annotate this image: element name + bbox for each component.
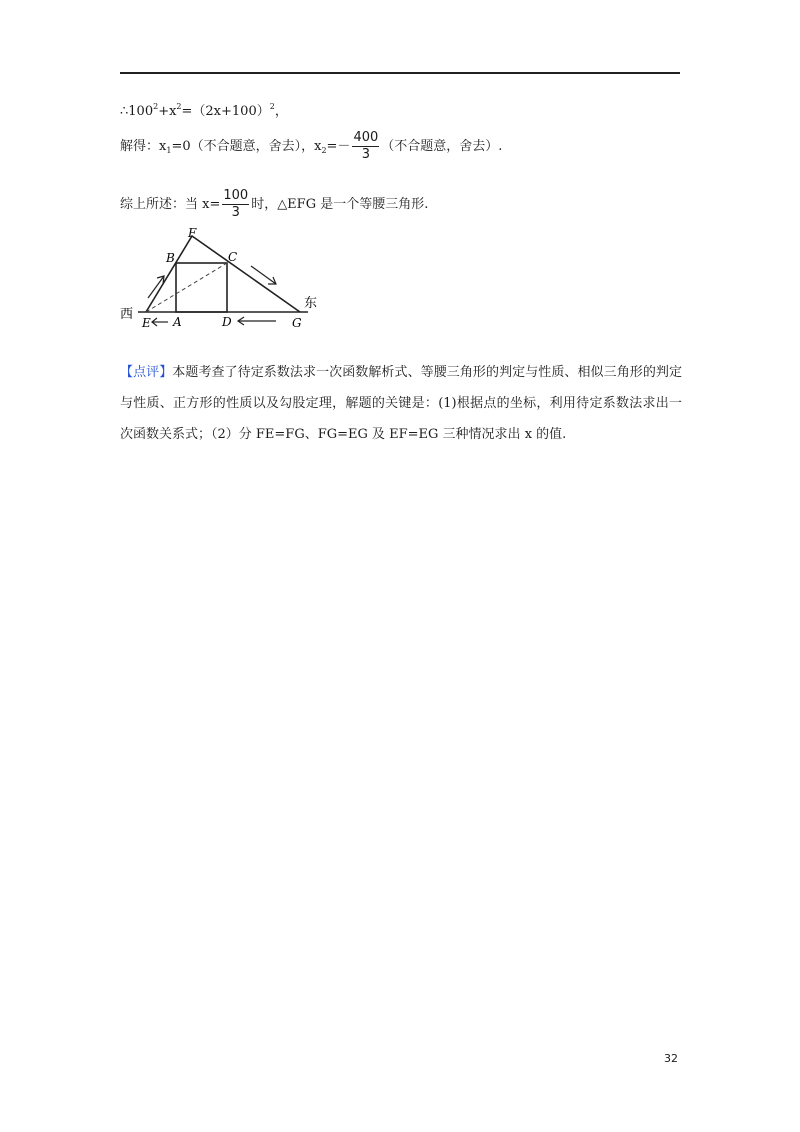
conclusion-text: 综上所述：当 x= — [120, 197, 221, 212]
triangle-efg — [146, 236, 300, 312]
label-west: 西 — [120, 307, 134, 322]
label-b: B — [166, 251, 175, 265]
label-east: 东 — [304, 296, 318, 311]
exponent: 2 — [176, 102, 182, 111]
label-f: F — [188, 226, 197, 240]
comment-text: 本题考查了待定系数法求一次函数解析式、等腰三角形的判定与性质、相似三角形的判定与性质、正方形的性质以及勾股定理，解题的关键是：(1)根据点的坐标，利用待定系数法求出一次函数关系式；（2）分 FE=FG、FG=EG 及 EF=EG 三种情况求出 x 的值. — [120, 365, 682, 442]
solution-text: =－ — [326, 139, 351, 154]
solution-line — [120, 130, 502, 163]
label-e: E — [142, 316, 151, 330]
conclusion-text: 时，△EFG 是一个等腰三角形. — [251, 197, 429, 212]
label-g: G — [292, 316, 302, 330]
exponent: 2 — [269, 102, 275, 111]
eq-text: ， — [274, 104, 288, 119]
comment-tag: 【点评】 — [120, 365, 173, 380]
fraction-numerator: 100 — [223, 188, 249, 203]
eq-text: ∴100 — [120, 104, 154, 119]
fraction-numerator: 400 — [353, 130, 379, 145]
header-rule — [120, 72, 680, 74]
dashed-line — [146, 263, 227, 312]
fraction-denominator: 3 — [231, 205, 240, 220]
solution-text: =0（不合题意，舍去），x — [171, 139, 322, 154]
fraction-denominator: 3 — [361, 147, 370, 162]
subscript: 2 — [321, 146, 327, 155]
fraction — [222, 188, 249, 221]
exponent: 2 — [153, 102, 159, 111]
subscript: 1 — [166, 146, 172, 155]
comment-paragraph — [120, 357, 682, 450]
page-number: 32 — [664, 1052, 678, 1065]
conclusion-line — [120, 188, 428, 221]
label-c: C — [228, 250, 238, 264]
solution-text: 解得：x — [120, 139, 167, 154]
label-a: A — [173, 315, 182, 329]
equation-line — [120, 97, 288, 122]
fraction — [352, 130, 379, 163]
square-abcd — [176, 263, 227, 312]
eq-text: =（2x+100） — [181, 104, 270, 119]
geometry-figure — [110, 222, 340, 334]
arrow-down-right — [251, 266, 276, 284]
label-d: D — [222, 315, 232, 329]
eq-text: +x — [158, 104, 177, 119]
solution-text: （不合题意，舍去）. — [381, 139, 503, 154]
